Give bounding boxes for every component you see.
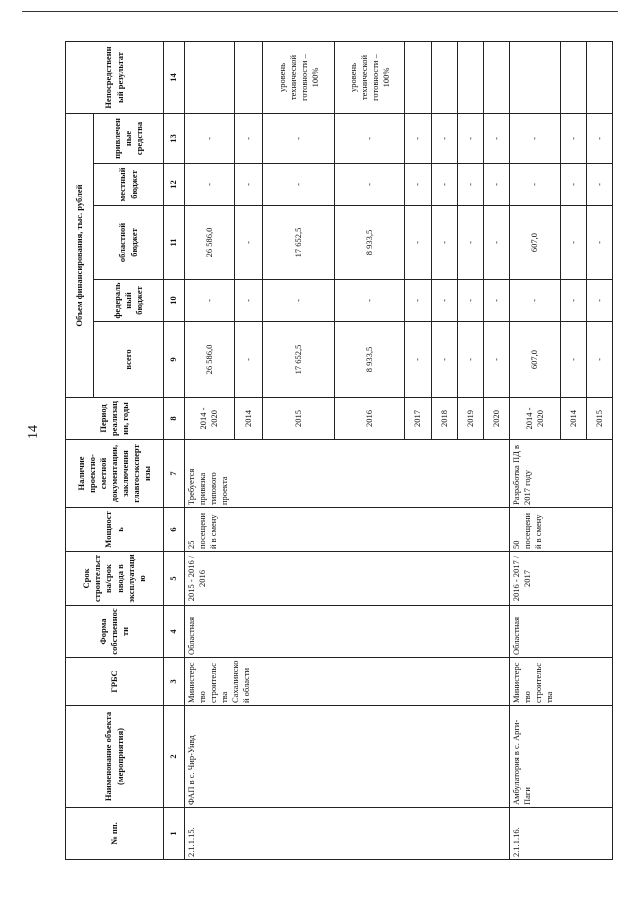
header-obl: областной бюджет <box>94 206 164 280</box>
obl-cell: - <box>586 206 612 280</box>
mest-cell: - <box>263 164 335 206</box>
priv-cell: - <box>184 114 234 164</box>
priv-cell: - <box>510 114 560 164</box>
header-num: № пп. <box>66 808 164 860</box>
fed-cell: - <box>457 280 483 322</box>
obl-cell: 17 652,5 <box>263 206 335 280</box>
header-priv: привлеченные средства <box>94 114 164 164</box>
priv-cell: - <box>484 114 510 164</box>
total-cell: 607,0 <box>510 322 560 398</box>
object-psd: Разработка ПД в 2017 году <box>510 440 613 508</box>
header-total: всего <box>94 322 164 398</box>
fed-cell: - <box>335 280 405 322</box>
result-cell: уровень технической готовности – 100% <box>335 42 405 114</box>
result-cell <box>457 42 483 114</box>
priv-cell: - <box>405 114 431 164</box>
total-cell: - <box>560 322 586 398</box>
header-financing: Объем финансирования, тыс. рублей <box>66 114 94 398</box>
result-cell <box>484 42 510 114</box>
col-number: 8 <box>164 398 185 440</box>
header-result: Непосредственный результат <box>66 42 164 114</box>
total-cell: 26 586,0 <box>184 322 234 398</box>
object-term: 2016 - 2017 / 2017 <box>510 552 613 606</box>
header-name: Наименование объекта (мероприятия) <box>66 706 164 808</box>
total-cell: - <box>484 322 510 398</box>
obl-cell: - <box>560 206 586 280</box>
priv-cell: - <box>235 114 263 164</box>
period-cell: 2014 <box>560 398 586 440</box>
object-power: 50 посещений в смену <box>510 508 613 552</box>
obl-cell: - <box>457 206 483 280</box>
mest-cell: - <box>457 164 483 206</box>
period-cell: 2015 <box>263 398 335 440</box>
total-cell: - <box>405 322 431 398</box>
period-cell: 2014 - 2020 <box>184 398 234 440</box>
header-grbs: ГРБС <box>66 658 164 706</box>
total-cell: - <box>235 322 263 398</box>
obl-cell: 607,0 <box>510 206 560 280</box>
result-cell <box>560 42 586 114</box>
col-number: 9 <box>164 322 185 398</box>
header-fed: федеральный бюджет <box>94 280 164 322</box>
fed-cell: - <box>263 280 335 322</box>
col-number: 2 <box>164 706 185 808</box>
total-cell: 17 652,5 <box>263 322 335 398</box>
priv-cell: - <box>457 114 483 164</box>
mest-cell: - <box>510 164 560 206</box>
fed-cell: - <box>560 280 586 322</box>
fed-cell: - <box>184 280 234 322</box>
col-number: 5 <box>164 552 185 606</box>
table-row <box>184 42 234 860</box>
period-cell: 2014 <box>235 398 263 440</box>
col-number: 3 <box>164 658 185 706</box>
result-cell: уровень технической готовности – 100% <box>263 42 335 114</box>
fed-cell: - <box>405 280 431 322</box>
obl-cell: - <box>405 206 431 280</box>
obl-cell: - <box>484 206 510 280</box>
table-row <box>510 42 560 860</box>
col-number: 6 <box>164 508 185 552</box>
object-grbs: Министерство строительства <box>510 658 613 706</box>
period-cell: 2014 - 2020 <box>510 398 560 440</box>
rotated-table-container <box>65 42 613 860</box>
object-form: Областная <box>510 606 613 658</box>
fed-cell: - <box>235 280 263 322</box>
obl-cell: - <box>431 206 457 280</box>
header-term: Срок строительства/срок ввода в эксплуатацию <box>66 552 164 606</box>
object-term: 2015 - 2016 / 2016 <box>184 552 510 606</box>
object-psd: Требуется привязка типового проекта <box>184 440 510 508</box>
object-number: 2.1.1.16. <box>510 808 613 860</box>
period-cell: 2020 <box>484 398 510 440</box>
total-cell: - <box>431 322 457 398</box>
col-number: 4 <box>164 606 185 658</box>
result-cell <box>586 42 612 114</box>
header-period: Период реализации, годы <box>66 398 164 440</box>
col-number: 1 <box>164 808 185 860</box>
period-cell: 2017 <box>405 398 431 440</box>
mest-cell: - <box>405 164 431 206</box>
fed-cell: - <box>586 280 612 322</box>
result-cell <box>405 42 431 114</box>
object-power: 25 посещений в смену <box>184 508 510 552</box>
priv-cell: - <box>586 114 612 164</box>
period-cell: 2015 <box>586 398 612 440</box>
total-cell: - <box>457 322 483 398</box>
page-number: 14 <box>26 425 41 439</box>
mest-cell: - <box>484 164 510 206</box>
priv-cell: - <box>431 114 457 164</box>
period-cell: 2019 <box>457 398 483 440</box>
mest-cell: - <box>235 164 263 206</box>
fed-cell: - <box>510 280 560 322</box>
priv-cell: - <box>263 114 335 164</box>
header-mest: местный бюджет <box>94 164 164 206</box>
priv-cell: - <box>335 114 405 164</box>
object-form: Областная <box>184 606 510 658</box>
header-power: Мощность <box>66 508 164 552</box>
obl-cell: 8 933,5 <box>335 206 405 280</box>
result-cell <box>184 42 234 114</box>
mest-cell: - <box>560 164 586 206</box>
financing-table <box>65 41 613 860</box>
object-number: 2.1.1.15. <box>184 808 510 860</box>
object-grbs: Министерство строительства Сахалинской области <box>184 658 510 706</box>
fed-cell: - <box>484 280 510 322</box>
total-cell: 8 933,5 <box>335 322 405 398</box>
mest-cell: - <box>431 164 457 206</box>
obl-cell: 26 586,0 <box>184 206 234 280</box>
header-form: Форма собственности <box>66 606 164 658</box>
mest-cell: - <box>335 164 405 206</box>
col-number: 11 <box>164 206 185 280</box>
col-number: 13 <box>164 114 185 164</box>
total-cell: - <box>586 322 612 398</box>
col-number: 12 <box>164 164 185 206</box>
top-rule <box>22 11 618 12</box>
mest-cell: - <box>184 164 234 206</box>
col-number: 10 <box>164 280 185 322</box>
col-number: 7 <box>164 440 185 508</box>
fed-cell: - <box>431 280 457 322</box>
period-cell: 2018 <box>431 398 457 440</box>
header-psd: Наличие проектно-сметной документации, заключения главгосэкспертизы <box>66 440 164 508</box>
result-cell <box>510 42 560 114</box>
period-cell: 2016 <box>335 398 405 440</box>
object-name: ФАП в с. Чир-Унвд <box>184 706 510 808</box>
object-name: Амбулатория в с. Арги-Паги <box>510 706 613 808</box>
mest-cell: - <box>586 164 612 206</box>
col-number: 14 <box>164 42 185 114</box>
obl-cell: - <box>235 206 263 280</box>
column-numbers-row <box>164 42 185 860</box>
result-cell <box>431 42 457 114</box>
result-cell <box>235 42 263 114</box>
priv-cell: - <box>560 114 586 164</box>
